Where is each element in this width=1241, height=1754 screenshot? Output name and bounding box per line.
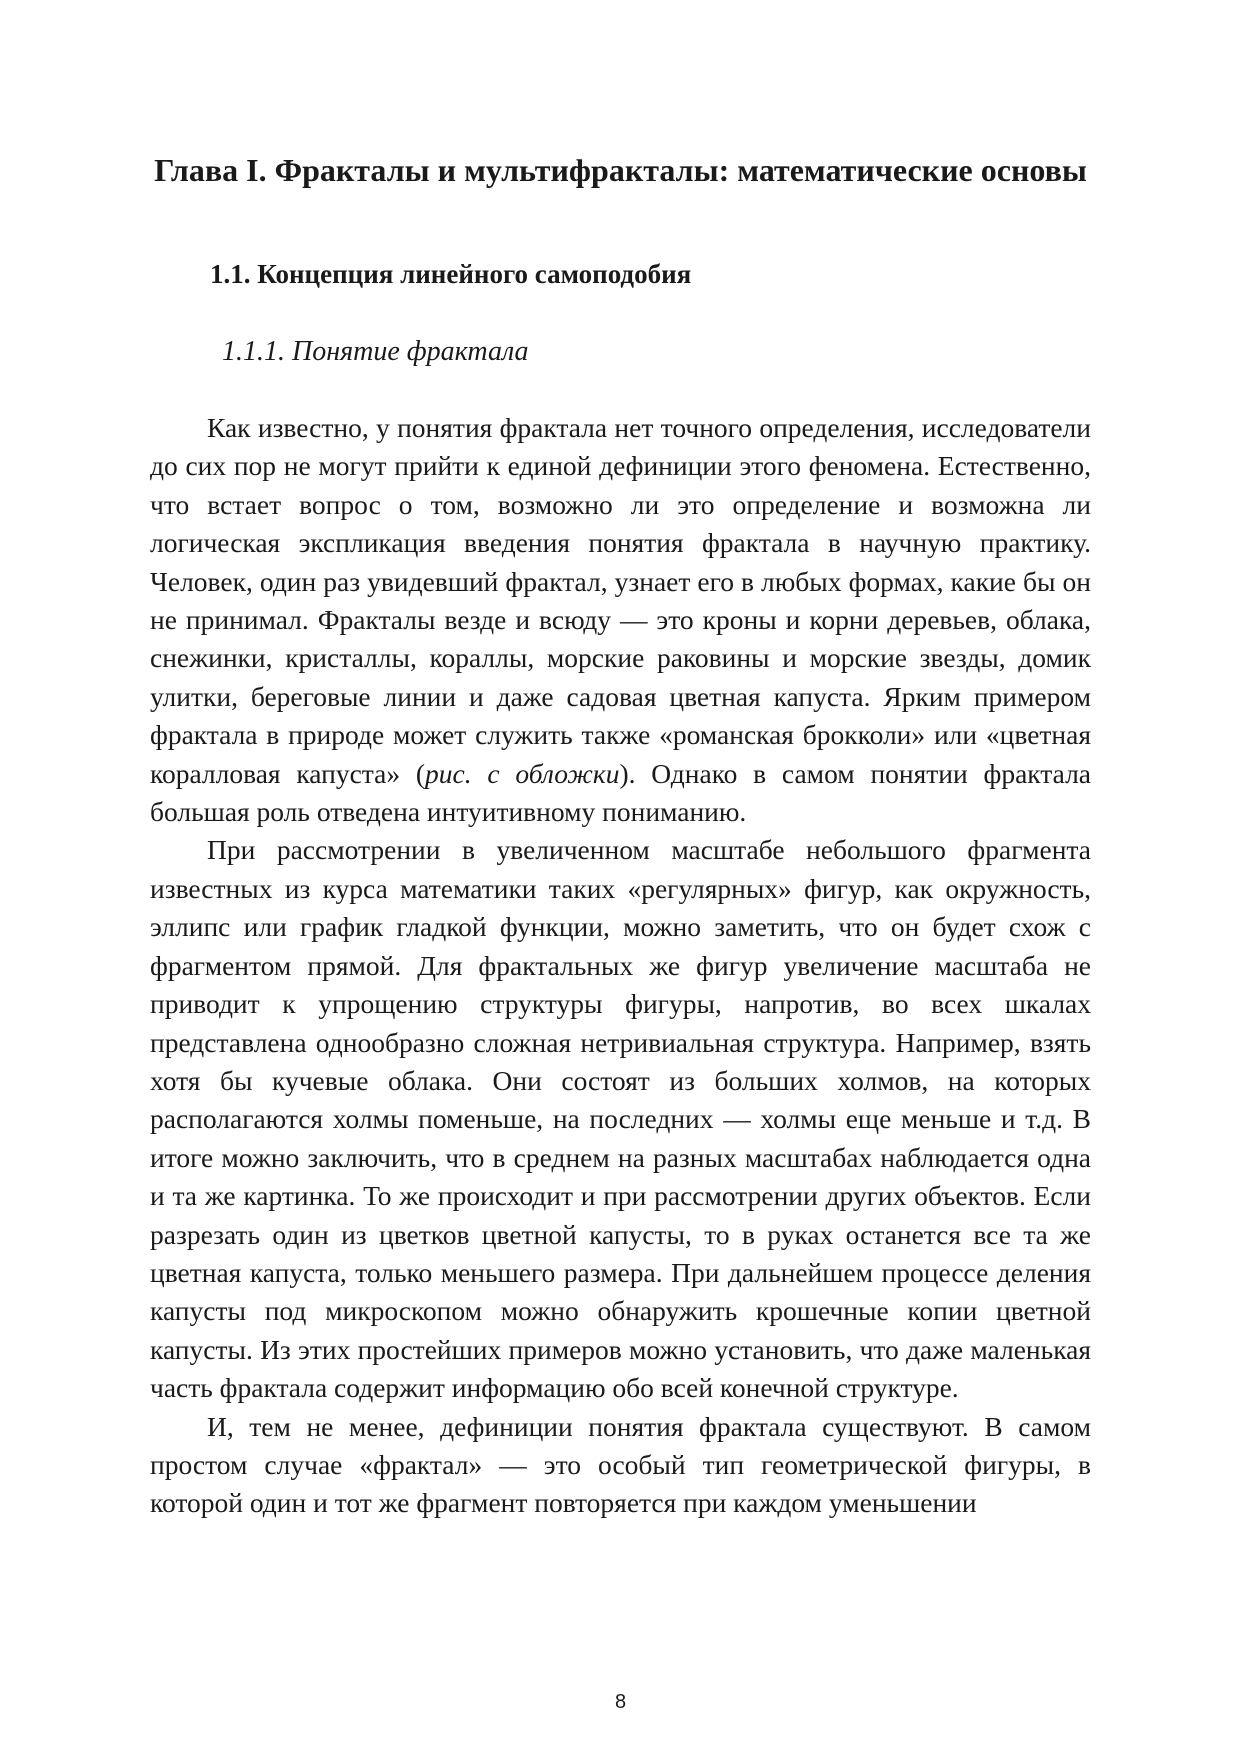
paragraph-2: При рассмотрении в увеличенном масштабе небольшого фрагмента известных из курса математики таких «регулярных» фигур, как окружность, эллипс или график гладкой функции, можно заметить, что он будет схож с фрагментом прямой. Для фрактальных же фигур увеличение масштаба не приводит к упрощению структуры фигуры, напротив, во всех шкалах представлена однообразно сложная нетривиальная структура. Например, взять хотя бы кучевые облака. Они состоят из больших холмов, на которых располагаются холмы поменьше, на последних — холмы еще меньше и т.д. В итоге можно заключить, что в среднем на разных масштабах наблюдается одна и та же картинка. То же происходит и при рассмотрении других объектов. Если разрезать один из цветков цветной капусты, то в руках останется все та же цветная капуста, только меньшего размера. При дальнейшем процессе деления капусты под микроскопом можно обнаружить крошечные копии цветной капусты. Из этих простейших примеров можно установить, что даже маленькая часть фрактала содержит информацию обо всей конечной структуре. [150,834,1091,1404]
figure-reference: рис. с обложки [425,757,620,789]
section-title: 1.1. Концепция линейного самоподобия [210,259,692,289]
paragraph-1-text-end: ). Однако в самом понятии фрактала большая роль отведена интуитивному пониманию. [150,757,1092,828]
chapter-title: Глава I. Фракталы и мультифракталы: математические основы [154,152,1087,188]
subsection-title: 1.1.1. Понятие фрактала [222,336,529,367]
paragraph-1-text-start: Как известно, у понятия фрактала нет точного определения, исследователи до сих пор не могут прийти к единой дефиниции этого феномена. Естественно, что встает вопрос о том, возможно ли это определение и возможна ли логическая экспликация введения понятия фрактала в научную практику. Человек, один раз увидевший фрактал, узнает его в любых формах, какие бы он не принимал. Фракталы везде и всюду — это кроны и корни деревьев, облака, снежинки, кристаллы, кораллы, морские раковины и морские звезды, домик улитки, береговые линии и даже садовая цветная капуста. Ярким примером фрактала в природе может служить также «романская брокколи» или «цветная коралловая капуста» ( [150,412,1091,789]
body-text [150,409,1091,1523]
paragraph-3: И, тем не менее, дефиниции понятия фрактала существуют. В самом простом случае «фрактал» — это особый тип геометрической фигуры, в которой один и тот же фрагмент повторяется при каждом уменьшении [150,1410,1091,1519]
page-number: 8 [614,1691,627,1713]
paragraph-1 [150,409,1091,831]
